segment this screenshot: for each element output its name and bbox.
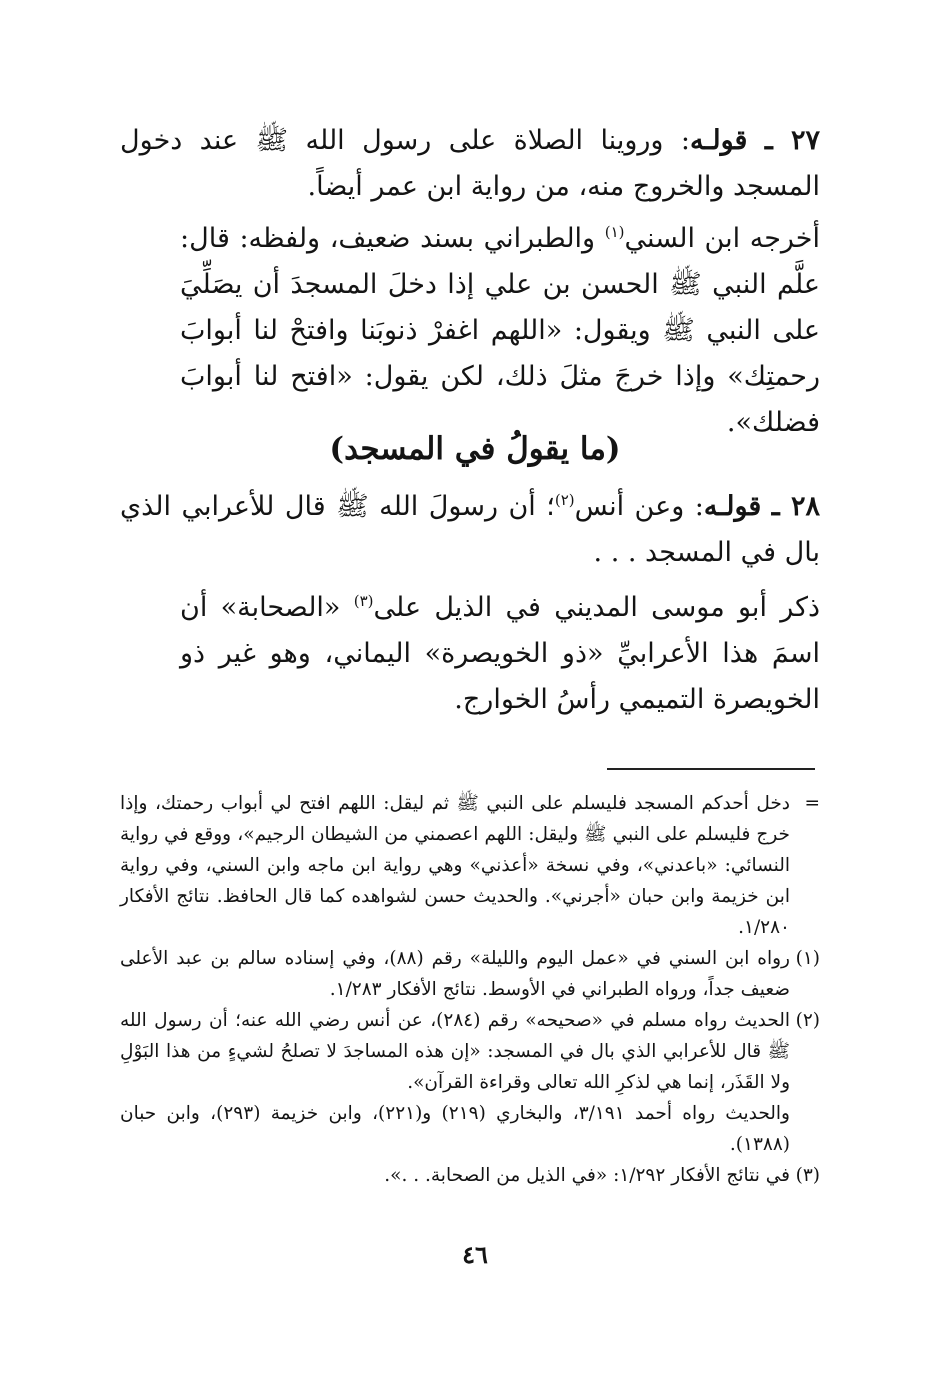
footnote-ref-3[interactable]: (٣) [353, 592, 374, 610]
footnotes [120, 788, 820, 1191]
footnote-ref-2[interactable]: (٢) [554, 491, 575, 509]
item-28-paragraph [120, 484, 820, 576]
item-27-commentary [180, 216, 820, 446]
footnote-separator [607, 768, 815, 770]
item-27-keyword: قولـه [689, 125, 748, 156]
item-27-text: : وروينا الصلاة على رسول الله ﷺ عند دخول المسجد والخروج منه، من رواية ابن عمر أيضاً. [120, 125, 820, 202]
item-28-keyword: قولـه [703, 491, 762, 522]
item-28-text-before: : وعن أنس [574, 491, 704, 522]
item-27-paragraph [120, 118, 820, 210]
footnote-3-text: في نتائج الأفكار ١/٢٩٢: «في الذيل من الصحابة. . .». [384, 1165, 790, 1186]
section-heading: (ما يقولُ في المسجد) [329, 431, 621, 467]
item-28-commentary-before: ذكر أبو موسى المديني في الذيل على [373, 592, 820, 623]
footnote-continuation-text: دخل أحدكم المسجد فليسلم على النبي ﷺ ثم ليقل: اللهم افتح لي أبواب رحمتك، وإذا خرج فليسلم على النبي ﷺ وليقل: اللهم اعصمني من الشيطان الرجيم»، ووقع في رواية النسائي: «باعدني»، وفي نسخة «أعذني» وهي رواية ابن ماجه وابن السني، وفي رواية ابن خزيمة وابن حبان «أجرني». والحديث حسن لشواهده كما قال الحافظ. نتائج الأفكار ١/٢٨٠. [120, 793, 790, 938]
item-27-commentary-before: أخرجه ابن السني [624, 223, 820, 254]
footnote-3 [120, 1160, 820, 1191]
item-28-text-after: ؛ أن رسولَ الله ﷺ قال للأعرابي الذي بال في المسجد . . . [120, 491, 820, 568]
footnote-2-text: الحديث رواه مسلم في «صحيحه» رقم (٢٨٤)، عن أنس رضي الله عنه؛ أن رسول الله ﷺ قال للأعرابي الذي بال في المسجد: «إن هذه المساجدَ لا تصلحُ لشيءٍ من هذا البَوْلِ ولا القَذَر، إنما هي لذكرِ الله تعالى وقراءة القرآن». [120, 1010, 790, 1093]
page-number: ٤٦ [462, 1240, 488, 1269]
footnote-2-continuation: والحديث رواه أحمد ٣/١٩١، والبخاري (٢١٩) و(٢٢١)، وابن خزيمة (٢٩٣)، وابن حبان (١٣٨٨). [120, 1103, 790, 1155]
footnote-1-label: (١) [795, 948, 820, 969]
item-28-number: ٢٨ ـ [771, 491, 820, 522]
footnote-2 [120, 1005, 820, 1098]
footnote-continuation-marker: = [804, 793, 820, 814]
item-27-commentary-after: والطبراني بسند ضعيف، ولفظه: قال: علَّم النبي ﷺ الحسن بن علي إذا دخلَ المسجدَ أن يصَلِّيَ على النبي ﷺ ويقول: «اللهم اغفرْ ذنوبَنا وافتحْ لنا أبوابَ رحمتِك» وإذا خرجَ مثلَ ذلك، لكن يقول: «افتح لنا أبوابَ فضلك». [180, 223, 820, 438]
item-28-commentary-after: «الصحابة» أن اسمَ هذا الأعرابيِّ «ذو الخويصرة» اليماني، وهو غير ذو الخويصرة التميمي رأسُ الخوارج. [180, 592, 820, 715]
footnote-3-label: (٣) [795, 1165, 820, 1186]
footnote-1-text: رواه ابن السني في «عمل اليوم والليلة» رقم (٨٨)، وفي إسناده سالم بن عبد الأعلى ضعيف جداً، ورواه الطبراني في الأوسط. نتائج الأفكار ١/٢٨٣. [120, 948, 790, 1000]
footnote-ref-1[interactable]: (١) [604, 223, 625, 241]
item-27-number: ٢٧ ـ [764, 125, 820, 156]
footnote-2-label: (٢) [795, 1010, 820, 1031]
footnote-continuation [120, 788, 820, 943]
item-28-commentary [180, 585, 820, 723]
footnote-1 [120, 943, 820, 1005]
